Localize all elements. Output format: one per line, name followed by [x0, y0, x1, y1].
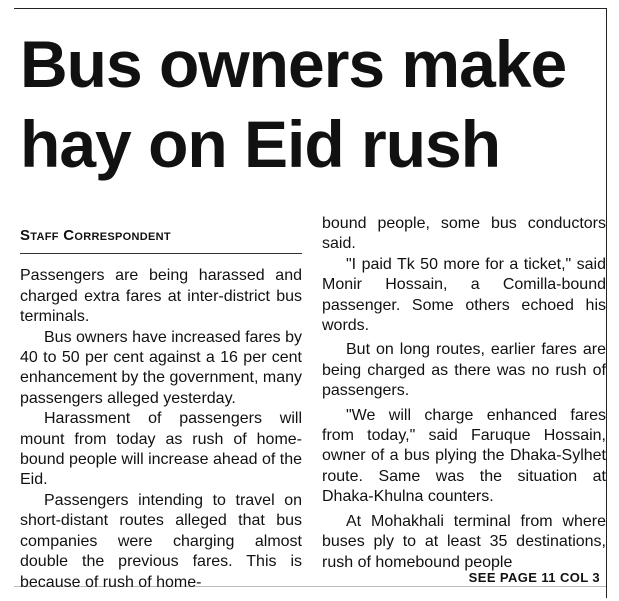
paragraph-7: But on long routes, earlier fares are being charged as there was no rush of passengers. — [322, 341, 606, 400]
byline: Staff Correspondent — [20, 214, 302, 254]
headline — [20, 24, 604, 184]
headline-line-1: Bus owners make — [20, 27, 567, 101]
continued-on-page-link[interactable]: SEE PAGE 11 COL 3 — [468, 570, 600, 585]
paragraph-8: "We will charge enhanced fares from today," said Faruque Hossain, owner of a bus plying the Dhaka-Sylhet route. Same was the situation at Dhaka-Khulna counters. — [322, 406, 606, 506]
paragraph-1: Passengers are being harassed and charged extra fares at inter-district bus terminals. — [20, 267, 302, 326]
article-column-right — [322, 214, 606, 573]
article-column-left — [20, 214, 302, 593]
headline-line-2: hay on Eid rush — [20, 107, 501, 181]
right-border-rule — [606, 8, 607, 598]
top-border-rule — [14, 8, 606, 9]
paragraph-6: "I paid Tk 50 more for a ticket," said Monir Hossain, a Comilla-bound passenger. Some others echoed his words. — [322, 255, 606, 335]
paragraph-9: At Mohakhali terminal from where buses ply to at least 35 destinations, rush of homebound people — [322, 512, 606, 571]
paragraph-4: Passengers intending to travel on short-distant routes alleged that bus companies were charging almost double the previous fares. This is because of rush of home- — [20, 491, 302, 591]
paragraph-2: Bus owners have increased fares by 40 to 50 per cent against a 16 per cent enhancement by the government, many passengers alleged yesterday. — [20, 328, 302, 407]
paragraph-3: Harassment of passengers will mount from today as rush of home-bound people will increase ahead of the Eid. — [20, 410, 302, 489]
paragraph-5: bound people, some bus conductors said. — [322, 215, 606, 253]
